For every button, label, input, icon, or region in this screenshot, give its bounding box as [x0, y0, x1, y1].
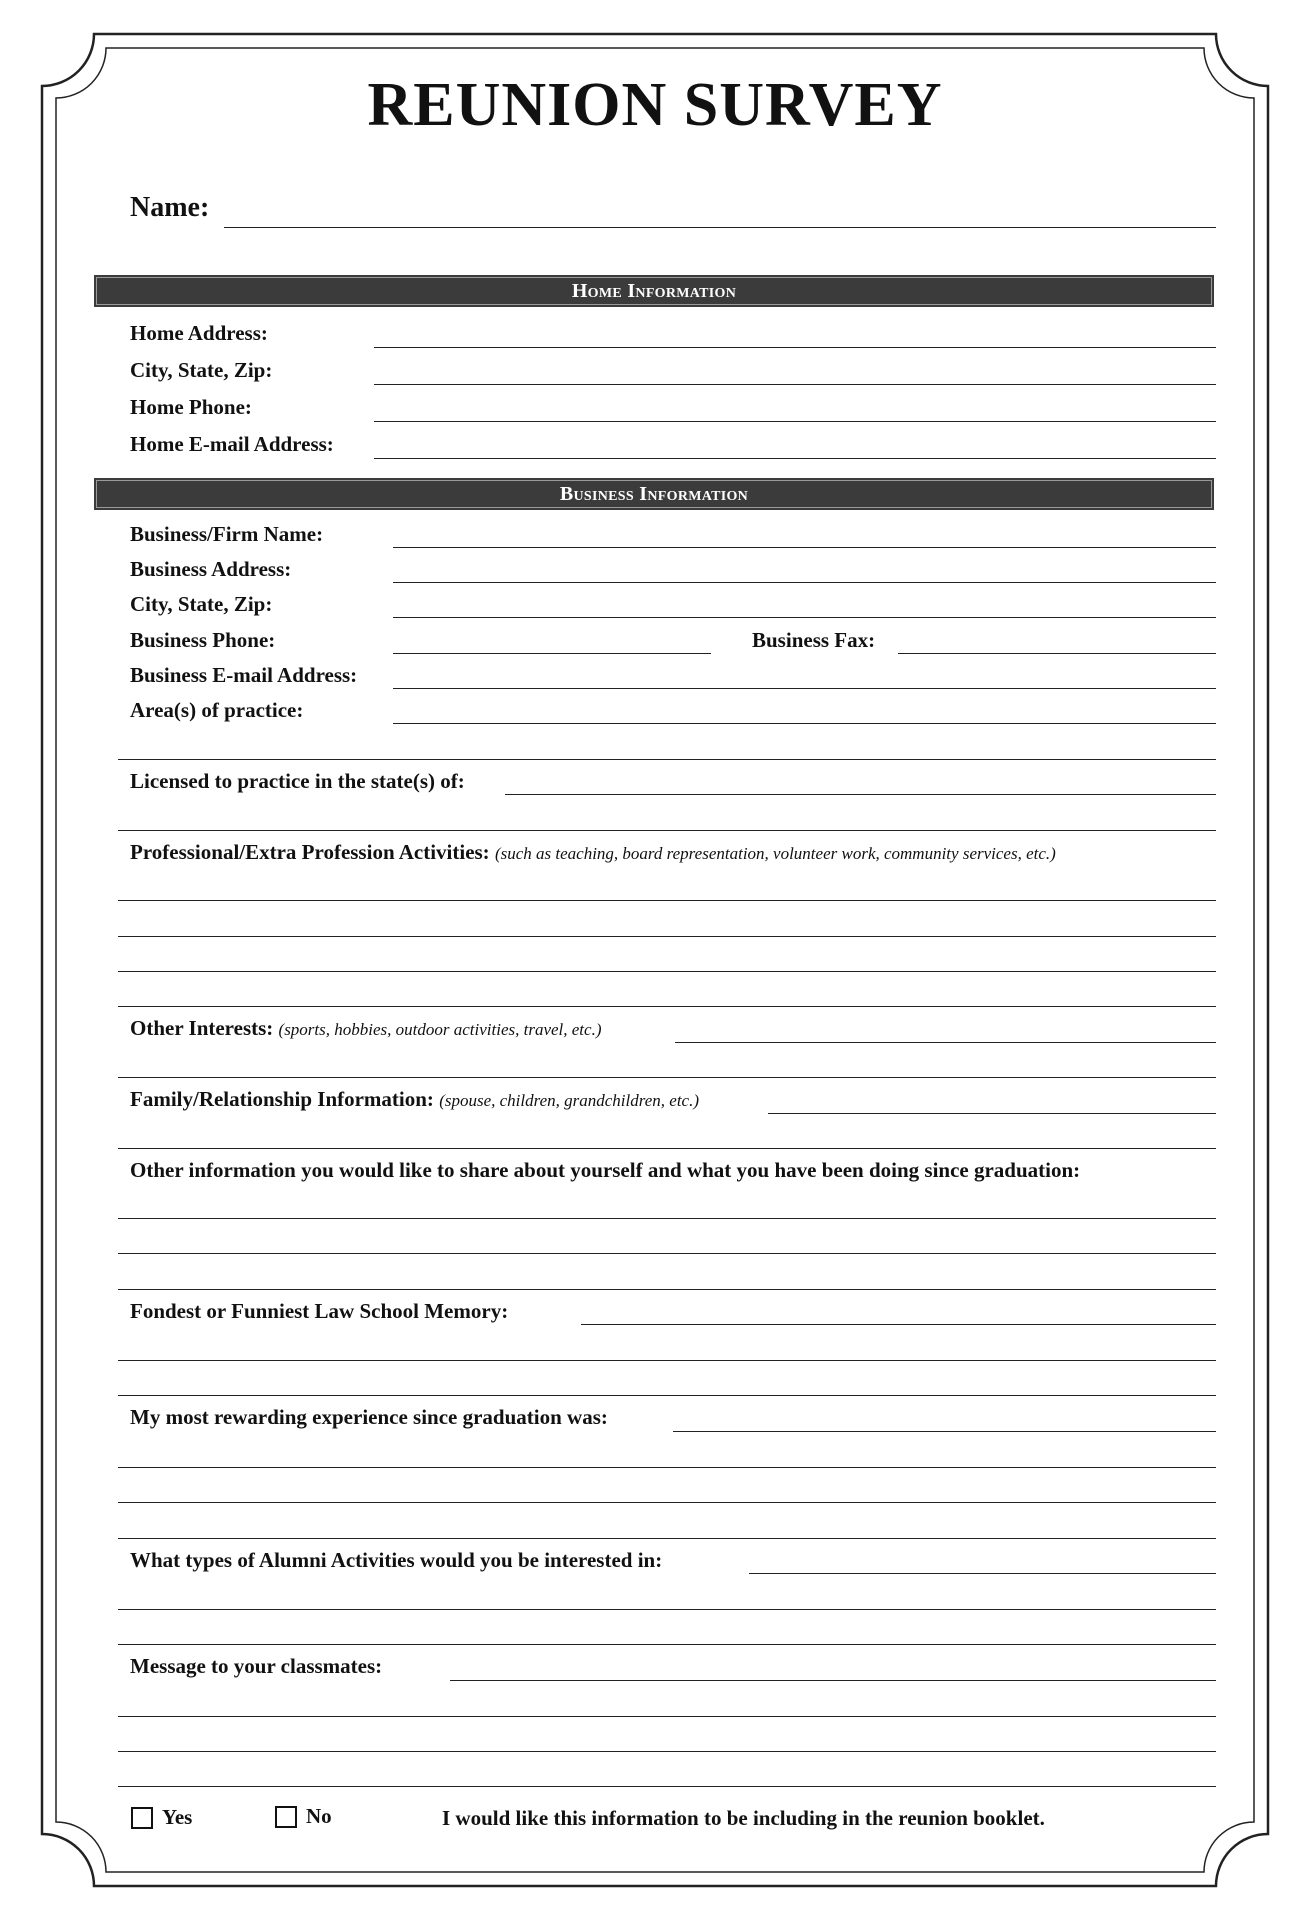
- yes-checkbox[interactable]: [131, 1807, 153, 1829]
- practice-areas-line-2[interactable]: [118, 759, 1216, 760]
- rewarding-experience-line-3[interactable]: [118, 1502, 1216, 1503]
- fondest-memory-label: Fondest or Funniest Law School Memory:: [130, 1299, 509, 1323]
- other-information-label: Other information you would like to share about yourself and what you have been doing since graduation:: [130, 1158, 1081, 1182]
- home-city-state-zip-label: City, State, Zip:: [130, 358, 273, 382]
- business-phone-field[interactable]: [393, 653, 711, 654]
- alumni-activities-line-3[interactable]: [118, 1644, 1216, 1645]
- family-information-field[interactable]: [768, 1113, 1216, 1114]
- home-city-state-zip-field[interactable]: [374, 384, 1216, 385]
- family-information-title: Family/Relationship Information:: [130, 1087, 434, 1111]
- yes-label: Yes: [162, 1805, 193, 1829]
- home-phone-label: Home Phone:: [130, 395, 252, 419]
- booklet-consent-text: I would like this information to be including in the reunion booklet.: [442, 1806, 1045, 1830]
- business-firm-name-label: Business/Firm Name:: [130, 522, 324, 546]
- name-label: Name:: [130, 192, 210, 223]
- business-city-state-zip-label: City, State, Zip:: [130, 592, 273, 616]
- alumni-activities-label: What types of Alumni Activities would you be interested in:: [130, 1548, 663, 1572]
- business-city-state-zip-field[interactable]: [393, 617, 1216, 618]
- home-email-field[interactable]: [374, 458, 1216, 459]
- fondest-memory-line-2[interactable]: [118, 1360, 1216, 1361]
- alumni-activities-line-2[interactable]: [118, 1609, 1216, 1610]
- licensed-states-line-2[interactable]: [118, 830, 1216, 831]
- other-interests-field[interactable]: [675, 1042, 1216, 1043]
- licensed-states-label: Licensed to practice in the state(s) of:: [130, 769, 465, 793]
- other-information-line-3[interactable]: [118, 1289, 1216, 1290]
- message-classmates-label: Message to your classmates:: [130, 1654, 383, 1678]
- rewarding-experience-label: My most rewarding experience since graduation was:: [130, 1405, 608, 1429]
- family-information-hint: (spouse, children, grandchildren, etc.): [439, 1091, 700, 1110]
- home-address-label: Home Address:: [130, 321, 268, 345]
- professional-activities-line-4[interactable]: [118, 1006, 1216, 1007]
- home-email-label: Home E-mail Address:: [130, 432, 334, 456]
- business-address-label: Business Address:: [130, 557, 292, 581]
- business-phone-label: Business Phone:: [130, 628, 276, 652]
- no-checkbox[interactable]: [275, 1806, 297, 1828]
- message-classmates-line-4[interactable]: [118, 1786, 1216, 1787]
- business-firm-name-field[interactable]: [393, 547, 1216, 548]
- message-classmates-line-2[interactable]: [118, 1716, 1216, 1717]
- other-information-line-1[interactable]: [118, 1218, 1216, 1219]
- professional-activities-line-3[interactable]: [118, 971, 1216, 972]
- business-information-title: Business Information: [559, 483, 749, 505]
- name-field[interactable]: [224, 227, 1216, 228]
- rewarding-experience-field[interactable]: [673, 1431, 1216, 1432]
- other-interests-title: Other Interests:: [130, 1016, 274, 1040]
- business-email-field[interactable]: [393, 688, 1216, 689]
- other-interests-label: [130, 1016, 601, 1041]
- business-fax-label: Business Fax:: [752, 628, 876, 652]
- home-information-header: [94, 275, 1214, 307]
- professional-activities-label: [130, 840, 1056, 865]
- rewarding-experience-line-4[interactable]: [118, 1538, 1216, 1539]
- page-title: REUNION SURVEY: [367, 71, 943, 139]
- alumni-activities-field[interactable]: [749, 1573, 1216, 1574]
- home-address-field[interactable]: [374, 347, 1216, 348]
- fondest-memory-field[interactable]: [581, 1324, 1216, 1325]
- business-fax-field[interactable]: [898, 653, 1216, 654]
- licensed-states-field[interactable]: [505, 794, 1216, 795]
- fondest-memory-line-3[interactable]: [118, 1395, 1216, 1396]
- business-email-label: Business E-mail Address:: [130, 663, 358, 687]
- professional-activities-title: Professional/Extra Profession Activities:: [130, 840, 490, 864]
- practice-areas-label: Area(s) of practice:: [130, 698, 304, 722]
- no-label: No: [306, 1804, 332, 1828]
- professional-activities-hint: (such as teaching, board representation, volunteer work, community services, etc.): [494, 844, 1056, 863]
- rewarding-experience-line-2[interactable]: [118, 1467, 1216, 1468]
- business-address-field[interactable]: [393, 582, 1216, 583]
- other-information-line-2[interactable]: [118, 1253, 1216, 1254]
- other-interests-line-2[interactable]: [118, 1077, 1216, 1078]
- practice-areas-field[interactable]: [393, 723, 1216, 724]
- other-interests-hint: (sports, hobbies, outdoor activities, travel, etc.): [278, 1020, 602, 1039]
- business-information-header: [94, 478, 1214, 510]
- professional-activities-line-2[interactable]: [118, 936, 1216, 937]
- family-information-line-2[interactable]: [118, 1148, 1216, 1149]
- message-classmates-line-3[interactable]: [118, 1751, 1216, 1752]
- professional-activities-line-1[interactable]: [118, 900, 1216, 901]
- home-information-title: Home Information: [571, 280, 737, 302]
- message-classmates-field[interactable]: [450, 1680, 1216, 1681]
- home-phone-field[interactable]: [374, 421, 1216, 422]
- family-information-label: [130, 1087, 699, 1112]
